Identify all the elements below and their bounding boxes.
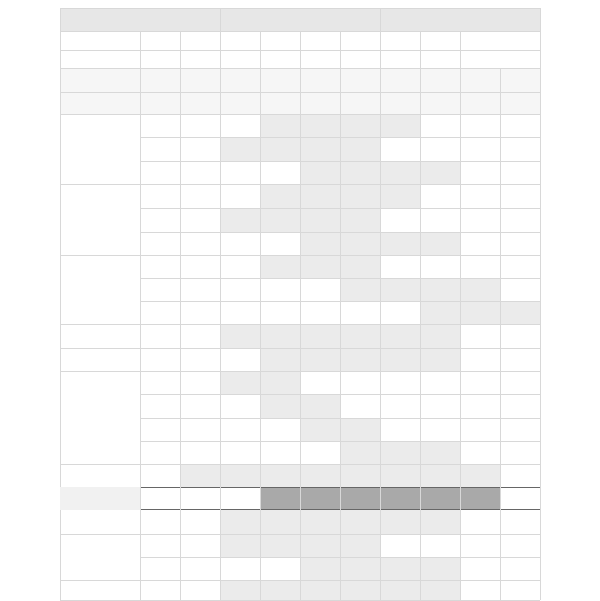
size-band: [340, 441, 460, 464]
column-divider: [220, 68, 221, 600]
measure-value: [220, 68, 260, 92]
measure-value: [300, 68, 340, 92]
fitted-value: [420, 92, 460, 114]
section-label: [60, 114, 140, 184]
measure-label: [60, 68, 140, 92]
section-label: [60, 580, 140, 600]
column-divider: [180, 68, 181, 600]
section-label: [60, 255, 140, 324]
fitted-value: [460, 92, 500, 114]
sub-header: [460, 31, 540, 50]
section-label: [60, 487, 140, 510]
section-label: [60, 510, 140, 534]
fitted-value: [340, 92, 380, 114]
size-band: [420, 301, 540, 324]
table-edge: [540, 8, 541, 600]
size-band: [260, 255, 380, 278]
column-divider: [500, 68, 501, 600]
bullet-dot: [380, 50, 420, 68]
sub-header: [220, 31, 260, 50]
column-divider: [460, 68, 461, 600]
measure-value: [140, 68, 180, 92]
section-label: [60, 184, 140, 255]
fitted-value: [260, 92, 300, 114]
fitted-value: [180, 92, 220, 114]
label-divider: [140, 31, 141, 600]
bullet-dot: [140, 50, 220, 68]
fitted-value: [140, 92, 180, 114]
section-label: [60, 324, 140, 348]
measure-value: [500, 68, 540, 92]
sub-header: [420, 31, 460, 50]
sub-header: [380, 31, 420, 50]
column-divider: [300, 68, 301, 600]
fitted-value: [500, 92, 540, 114]
measure-value: [340, 68, 380, 92]
sub-header: [140, 31, 220, 50]
sub-header: [300, 31, 340, 50]
column-divider: [340, 68, 341, 600]
size-band: [260, 348, 460, 371]
section-label: [60, 348, 140, 371]
column-divider: [420, 68, 421, 600]
fitted-value: [380, 92, 420, 114]
group-size-title: [380, 8, 540, 31]
sub-header: [260, 31, 300, 50]
measure-value: [260, 68, 300, 92]
sub-header: [60, 31, 140, 50]
fitted-value: [220, 92, 260, 114]
section-label: [60, 534, 140, 580]
group-depth-title: [220, 8, 380, 31]
column-divider: [380, 68, 381, 600]
section-label: [60, 464, 140, 487]
fitted-label: [60, 92, 140, 114]
measure-value: [460, 68, 500, 92]
column-divider: [260, 68, 261, 600]
bullet-dot: [220, 50, 260, 68]
measure-value: [180, 68, 220, 92]
section-label: [60, 371, 140, 464]
size-chart-table: [60, 8, 540, 600]
fitted-value: [300, 92, 340, 114]
measure-value: [380, 68, 420, 92]
measure-value: [420, 68, 460, 92]
sub-divider: [340, 31, 341, 68]
group-forehead-title: [60, 8, 220, 31]
